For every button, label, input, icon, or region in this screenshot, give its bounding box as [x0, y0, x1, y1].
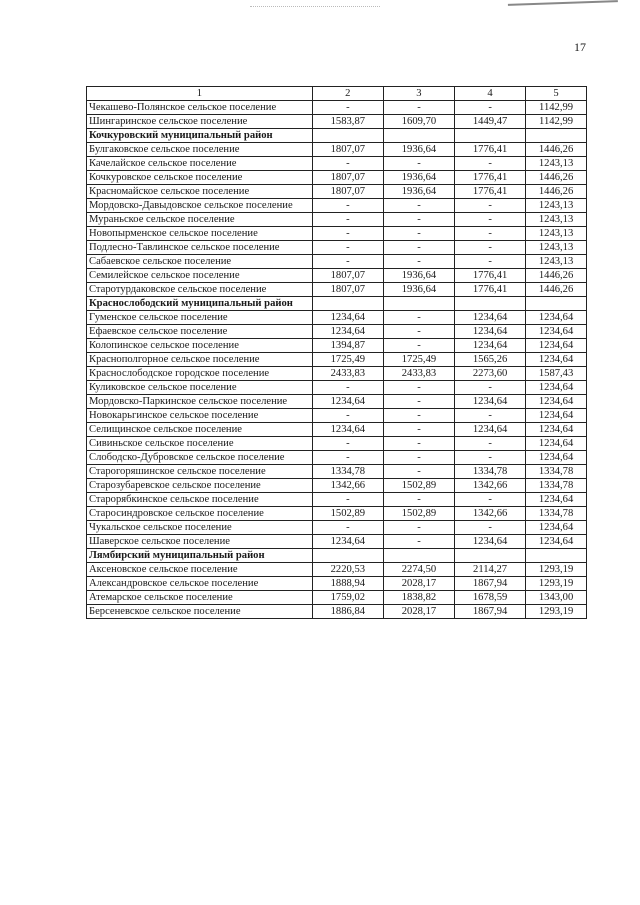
value-cell-col4: 1234,64 [455, 423, 526, 437]
value-cell-col2: - [312, 493, 383, 507]
table-row [87, 605, 587, 619]
settlement-name-cell: Сабаевское сельское поселение [87, 255, 313, 269]
value-cell-col5: 1234,64 [526, 423, 587, 437]
tariff-table [86, 86, 587, 619]
value-cell-col3: 1838,82 [383, 591, 454, 605]
value-cell-col3: 1936,64 [383, 185, 454, 199]
value-cell-col5: 1334,78 [526, 479, 587, 493]
value-cell-col3: - [383, 451, 454, 465]
value-cell-col3: - [383, 521, 454, 535]
value-cell-col5: 1142,99 [526, 101, 587, 115]
table-row [87, 311, 587, 325]
value-cell-col5: 1234,64 [526, 311, 587, 325]
value-cell-col5: 1334,78 [526, 465, 587, 479]
value-cell-col5: 1446,26 [526, 269, 587, 283]
value-cell-col2 [312, 549, 383, 563]
settlement-name-cell: Аксеновское сельское поселение [87, 563, 313, 577]
value-cell-col2: - [312, 381, 383, 395]
scan-artifact-corner [508, 0, 618, 12]
settlement-name-cell: Колопинское сельское поселение [87, 339, 313, 353]
value-cell-col2: 1888,94 [312, 577, 383, 591]
column-header: 5 [526, 87, 587, 101]
value-cell-col5: 1446,26 [526, 171, 587, 185]
value-cell-col4: 2114,27 [455, 563, 526, 577]
value-cell-col3: - [383, 255, 454, 269]
value-cell-col3: - [383, 227, 454, 241]
value-cell-col3: 1725,49 [383, 353, 454, 367]
value-cell-col2: - [312, 521, 383, 535]
settlement-name-cell: Качелайское сельское поселение [87, 157, 313, 171]
scan-artifact-top [250, 6, 380, 9]
settlement-name-cell: Краснослободское городское поселение [87, 367, 313, 381]
table-row [87, 269, 587, 283]
value-cell-col4: - [455, 213, 526, 227]
value-cell-col2: - [312, 409, 383, 423]
value-cell-col2: 1234,64 [312, 395, 383, 409]
district-row [87, 549, 587, 563]
table-row [87, 591, 587, 605]
value-cell-col2: 1886,84 [312, 605, 383, 619]
settlement-name-cell: Мураньское сельское поселение [87, 213, 313, 227]
settlement-name-cell: Подлесно-Тавлинское сельское поселение [87, 241, 313, 255]
value-cell-col4: 1867,94 [455, 605, 526, 619]
value-cell-col3 [383, 129, 454, 143]
value-cell-col5: 1234,64 [526, 325, 587, 339]
value-cell-col3: - [383, 157, 454, 171]
value-cell-col5: 1446,26 [526, 185, 587, 199]
table-row [87, 325, 587, 339]
value-cell-col4: 1776,41 [455, 143, 526, 157]
value-cell-col2: 1807,07 [312, 269, 383, 283]
column-header: 1 [87, 87, 313, 101]
table-row [87, 185, 587, 199]
value-cell-col2: - [312, 213, 383, 227]
table-row [87, 283, 587, 297]
settlement-name-cell: Новопырменское сельское поселение [87, 227, 313, 241]
value-cell-col4 [455, 297, 526, 311]
value-cell-col5: 1293,19 [526, 577, 587, 591]
value-cell-col4: 1776,41 [455, 185, 526, 199]
settlement-name-cell: Булгаковское сельское поселение [87, 143, 313, 157]
value-cell-col5: 1446,26 [526, 143, 587, 157]
table-row [87, 115, 587, 129]
value-cell-col2: 1334,78 [312, 465, 383, 479]
settlement-name-cell: Кочкуровский муниципальный район [87, 129, 313, 143]
value-cell-col2: 1502,89 [312, 507, 383, 521]
value-cell-col3: - [383, 423, 454, 437]
value-cell-col2: - [312, 199, 383, 213]
settlement-name-cell: Краснополгорное сельское поселение [87, 353, 313, 367]
settlement-name-cell: Шингаринское сельское поселение [87, 115, 313, 129]
value-cell-col5: 1234,64 [526, 353, 587, 367]
settlement-name-cell: Шаверское сельское поселение [87, 535, 313, 549]
value-cell-col3: - [383, 241, 454, 255]
value-cell-col4 [455, 129, 526, 143]
table-row [87, 535, 587, 549]
value-cell-col5: 1234,64 [526, 493, 587, 507]
settlement-name-cell: Старозубаревское сельское поселение [87, 479, 313, 493]
settlement-name-cell: Семилейское сельское поселение [87, 269, 313, 283]
table-row [87, 143, 587, 157]
settlement-name-cell: Чекашево-Полянское сельское поселение [87, 101, 313, 115]
value-cell-col5: 1243,13 [526, 255, 587, 269]
value-cell-col4: - [455, 227, 526, 241]
value-cell-col2: 1234,64 [312, 423, 383, 437]
value-cell-col5: 1243,13 [526, 157, 587, 171]
table-row [87, 157, 587, 171]
settlement-name-cell: Атемарское сельское поселение [87, 591, 313, 605]
value-cell-col3: 1936,64 [383, 143, 454, 157]
value-cell-col2: 2220,53 [312, 563, 383, 577]
value-cell-col3: 1936,64 [383, 171, 454, 185]
value-cell-col2: - [312, 241, 383, 255]
value-cell-col4: - [455, 101, 526, 115]
value-cell-col5: 1234,64 [526, 395, 587, 409]
value-cell-col2: 1807,07 [312, 143, 383, 157]
settlement-name-cell: Краснослободский муниципальный район [87, 297, 313, 311]
value-cell-col4: 1678,59 [455, 591, 526, 605]
value-cell-col4: - [455, 157, 526, 171]
value-cell-col5 [526, 297, 587, 311]
value-cell-col3: - [383, 325, 454, 339]
value-cell-col5: 1234,64 [526, 339, 587, 353]
page-number: 17 [574, 40, 586, 54]
table-row [87, 367, 587, 381]
settlement-name-cell: Мордовско-Давыдовское сельское поселение [87, 199, 313, 213]
settlement-name-cell: Сивиньское сельское поселение [87, 437, 313, 451]
value-cell-col5: 1243,13 [526, 199, 587, 213]
column-header: 2 [312, 87, 383, 101]
value-cell-col2: 1583,87 [312, 115, 383, 129]
settlement-name-cell: Лямбирский муниципальный район [87, 549, 313, 563]
value-cell-col4: 1449,47 [455, 115, 526, 129]
table-row [87, 381, 587, 395]
value-cell-col4: - [455, 437, 526, 451]
value-cell-col4: - [455, 381, 526, 395]
settlement-name-cell: Новокарьгинское сельское поселение [87, 409, 313, 423]
value-cell-col5 [526, 549, 587, 563]
value-cell-col4: 2273,60 [455, 367, 526, 381]
value-cell-col5: 1234,64 [526, 381, 587, 395]
table-row [87, 493, 587, 507]
table-row [87, 563, 587, 577]
table-row [87, 241, 587, 255]
value-cell-col2: 2433,83 [312, 367, 383, 381]
value-cell-col5: 1587,43 [526, 367, 587, 381]
value-cell-col2: - [312, 437, 383, 451]
settlement-name-cell: Кочкуровское сельское поселение [87, 171, 313, 185]
value-cell-col5: 1234,64 [526, 521, 587, 535]
table-row [87, 353, 587, 367]
value-cell-col3: - [383, 409, 454, 423]
table-row [87, 227, 587, 241]
column-header: 4 [455, 87, 526, 101]
value-cell-col2: - [312, 227, 383, 241]
table-row [87, 577, 587, 591]
value-cell-col3: - [383, 381, 454, 395]
settlement-name-cell: Старотурдаковское сельское поселение [87, 283, 313, 297]
value-cell-col3: - [383, 395, 454, 409]
value-cell-col5: 1243,13 [526, 241, 587, 255]
value-cell-col4: - [455, 521, 526, 535]
value-cell-col4: 1565,26 [455, 353, 526, 367]
value-cell-col4: 1776,41 [455, 269, 526, 283]
value-cell-col3: 2274,50 [383, 563, 454, 577]
settlement-name-cell: Мордовско-Паркинское сельское поселение [87, 395, 313, 409]
value-cell-col2: 1807,07 [312, 283, 383, 297]
value-cell-col4 [455, 549, 526, 563]
value-cell-col2: 1234,64 [312, 535, 383, 549]
value-cell-col4: 1342,66 [455, 507, 526, 521]
value-cell-col4: 1234,64 [455, 535, 526, 549]
value-cell-col5: 1234,64 [526, 437, 587, 451]
value-cell-col5: 1334,78 [526, 507, 587, 521]
settlement-name-cell: Старосиндровское сельское поселение [87, 507, 313, 521]
value-cell-col2: - [312, 451, 383, 465]
settlement-name-cell: Чукальское сельское поселение [87, 521, 313, 535]
value-cell-col2: - [312, 101, 383, 115]
table-row [87, 437, 587, 451]
value-cell-col2: 1807,07 [312, 185, 383, 199]
district-row [87, 297, 587, 311]
value-cell-col2: 1807,07 [312, 171, 383, 185]
value-cell-col5: 1343,00 [526, 591, 587, 605]
value-cell-col4: - [455, 451, 526, 465]
value-cell-col4: 1776,41 [455, 171, 526, 185]
settlement-name-cell: Куликовское сельское поселение [87, 381, 313, 395]
table-row [87, 255, 587, 269]
settlement-name-cell: Старогоряшинское сельское поселение [87, 465, 313, 479]
value-cell-col3: - [383, 101, 454, 115]
table-row [87, 213, 587, 227]
value-cell-col4: 1234,64 [455, 311, 526, 325]
value-cell-col4: - [455, 493, 526, 507]
value-cell-col3: - [383, 199, 454, 213]
value-cell-col3: 1609,70 [383, 115, 454, 129]
value-cell-col2: - [312, 157, 383, 171]
value-cell-col4: 1234,64 [455, 325, 526, 339]
value-cell-col3: - [383, 465, 454, 479]
value-cell-col2: 1394,87 [312, 339, 383, 353]
value-cell-col4: - [455, 241, 526, 255]
value-cell-col5: 1243,13 [526, 227, 587, 241]
settlement-name-cell: Ефаевское сельское поселение [87, 325, 313, 339]
value-cell-col3: 1936,64 [383, 283, 454, 297]
value-cell-col3: - [383, 493, 454, 507]
value-cell-col4: 1234,64 [455, 339, 526, 353]
value-cell-col5: 1243,13 [526, 213, 587, 227]
value-cell-col2: 1234,64 [312, 325, 383, 339]
value-cell-col5: 1234,64 [526, 409, 587, 423]
value-cell-col3: 1502,89 [383, 479, 454, 493]
value-cell-col3: 2028,17 [383, 605, 454, 619]
value-cell-col2: 1759,02 [312, 591, 383, 605]
value-cell-col4: - [455, 199, 526, 213]
table-row [87, 101, 587, 115]
settlement-name-cell: Берсеневское сельское поселение [87, 605, 313, 619]
table-row [87, 339, 587, 353]
value-cell-col3: 2433,83 [383, 367, 454, 381]
settlement-name-cell: Красномайское сельское поселение [87, 185, 313, 199]
value-cell-col2: 1342,66 [312, 479, 383, 493]
value-cell-col4: 1867,94 [455, 577, 526, 591]
value-cell-col5: 1293,19 [526, 563, 587, 577]
table-row [87, 479, 587, 493]
value-cell-col5: 1142,99 [526, 115, 587, 129]
value-cell-col3: - [383, 339, 454, 353]
value-cell-col4: - [455, 409, 526, 423]
value-cell-col3: - [383, 437, 454, 451]
value-cell-col3: 2028,17 [383, 577, 454, 591]
value-cell-col5: 1446,26 [526, 283, 587, 297]
settlement-name-cell: Селищинское сельское поселение [87, 423, 313, 437]
value-cell-col2: 1725,49 [312, 353, 383, 367]
value-cell-col4: 1776,41 [455, 283, 526, 297]
table-body [87, 101, 587, 619]
value-cell-col3: - [383, 311, 454, 325]
value-cell-col3: 1936,64 [383, 269, 454, 283]
table-row [87, 171, 587, 185]
table-row [87, 199, 587, 213]
table-row [87, 465, 587, 479]
value-cell-col3: - [383, 535, 454, 549]
value-cell-col5 [526, 129, 587, 143]
value-cell-col5: 1234,64 [526, 451, 587, 465]
settlement-name-cell: Гуменское сельское поселение [87, 311, 313, 325]
value-cell-col2 [312, 297, 383, 311]
value-cell-col3 [383, 297, 454, 311]
value-cell-col2: - [312, 255, 383, 269]
value-cell-col3: 1502,89 [383, 507, 454, 521]
table-row [87, 507, 587, 521]
value-cell-col5: 1293,19 [526, 605, 587, 619]
value-cell-col3: - [383, 213, 454, 227]
value-cell-col4: - [455, 255, 526, 269]
value-cell-col4: 1342,66 [455, 479, 526, 493]
value-cell-col3 [383, 549, 454, 563]
table-row [87, 395, 587, 409]
value-cell-col4: 1334,78 [455, 465, 526, 479]
value-cell-col5: 1234,64 [526, 535, 587, 549]
value-cell-col2 [312, 129, 383, 143]
settlement-name-cell: Слободско-Дубровское сельское поселение [87, 451, 313, 465]
value-cell-col4: 1234,64 [455, 395, 526, 409]
table-row [87, 409, 587, 423]
district-row [87, 129, 587, 143]
value-cell-col2: 1234,64 [312, 311, 383, 325]
column-header: 3 [383, 87, 454, 101]
table-header-row [87, 87, 587, 101]
table-row [87, 521, 587, 535]
table-row [87, 451, 587, 465]
table-row [87, 423, 587, 437]
settlement-name-cell: Старорябкинское сельское поселение [87, 493, 313, 507]
settlement-name-cell: Александровское сельское поселение [87, 577, 313, 591]
